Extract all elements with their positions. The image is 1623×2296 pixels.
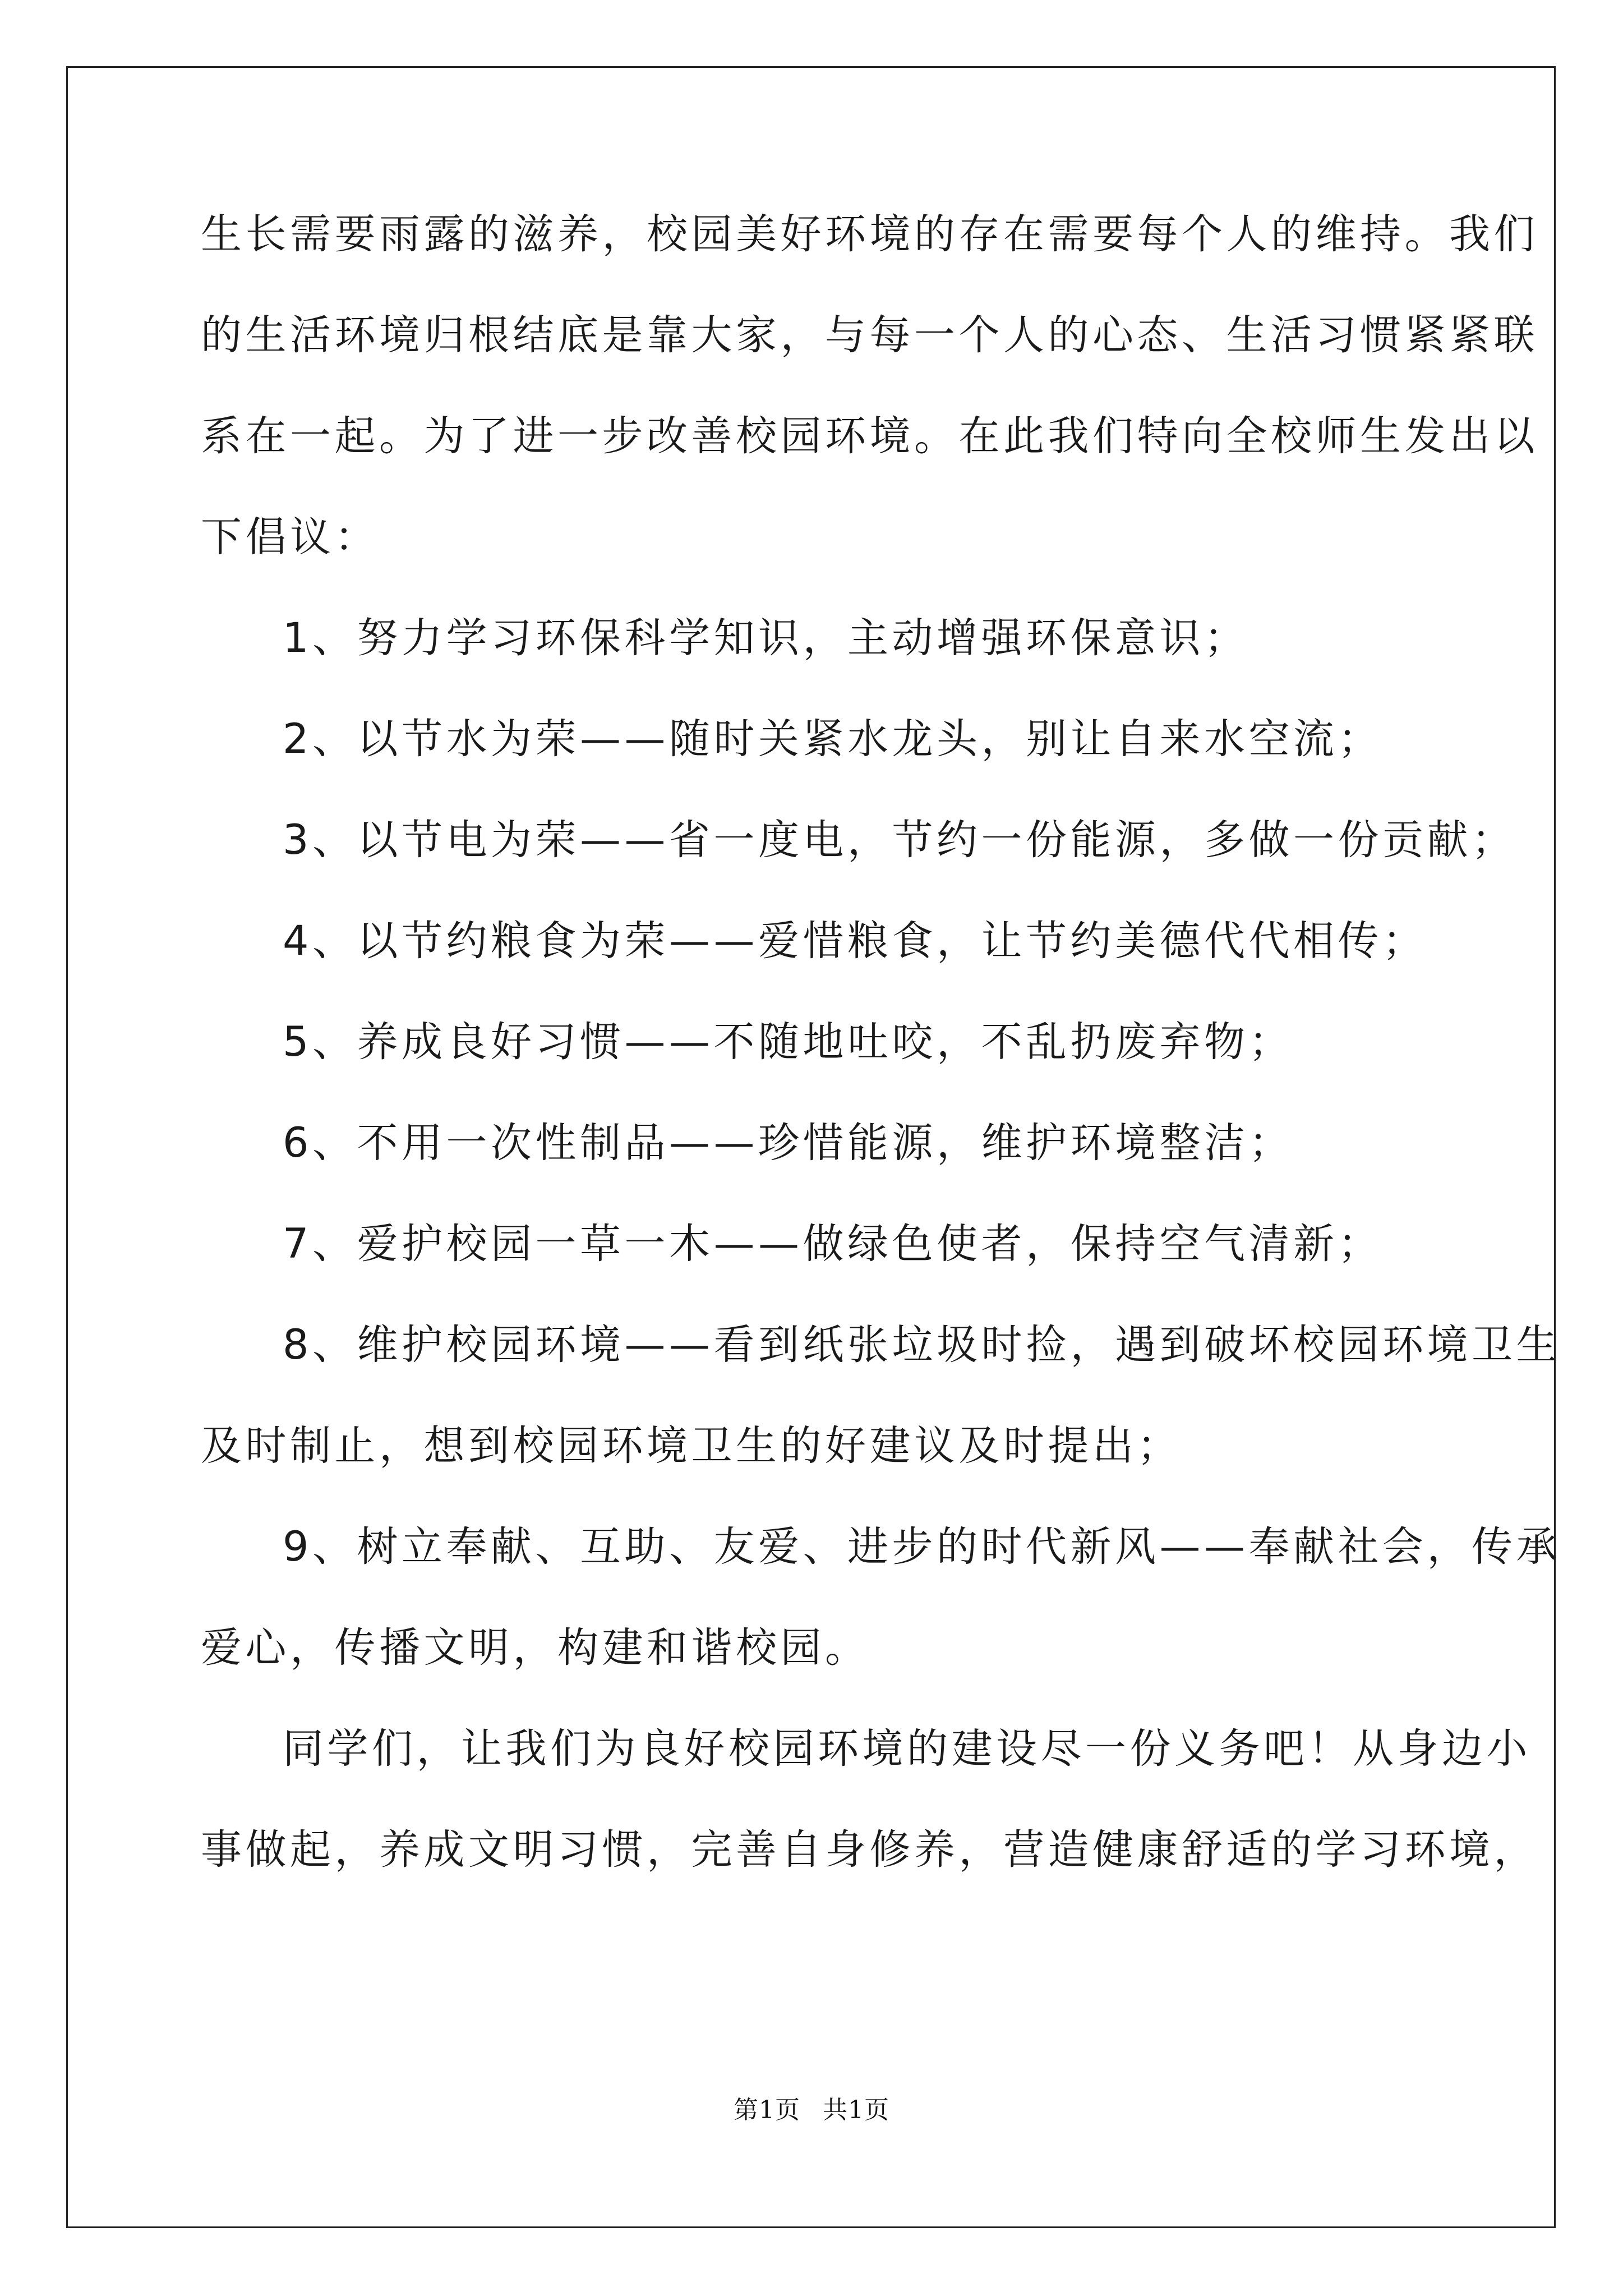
paragraph-line: 6、不用一次性制品——珍惜能源，维护环境整洁；	[283, 1119, 1293, 1167]
paragraph-line: 8、维护校园环境——看到纸张垃圾时捡，遇到破坏校园环境卫生	[283, 1321, 1561, 1369]
document-body	[201, 184, 1561, 1901]
paragraph-line: 3、以节电为荣——省一度电，节约一份能源，多做一份贡献；	[283, 816, 1516, 864]
page-footer	[0, 2090, 1623, 2125]
paragraph-line: 2、以节水为荣——随时关紧水龙头，别让自来水空流；	[283, 715, 1382, 763]
paragraph-line: 生长需要雨露的滋养，校园美好环境的存在需要每个人的维持。我们	[201, 210, 1538, 258]
paragraph-line: 4、以节约粮食为荣——爱惜粮食，让节约美德代代相传；	[283, 917, 1427, 965]
paragraph-line: 7、爱护校园一草一木——做绿色使者，保持空气清新；	[283, 1220, 1382, 1268]
paragraph-line: 5、养成良好习惯——不随地吐咬，不乱扔废弃物；	[283, 1018, 1293, 1066]
paragraph-line: 同学们，让我们为良好校园环境的建设尽一份义务吧！从身边小	[283, 1725, 1531, 1773]
paragraph-line: 爱心，传播文明，构建和谐校园。	[201, 1624, 870, 1672]
paragraph-line: 1、努力学习环保科学知识，主动增强环保意识；	[283, 614, 1249, 662]
paragraph-line: 的生活环境归根结底是靠大家，与每一个人的心态、生活习惯紧紧联	[201, 311, 1538, 359]
paragraph-line: 9、树立奉献、互助、友爱、进步的时代新风——奉献社会，传承	[283, 1523, 1561, 1571]
paragraph-line: 系在一起。为了进一步改善校园环境。在此我们特向全校师生发出以	[201, 412, 1538, 460]
paragraph-line: 及时制止，想到校园环境卫生的好建议及时提出；	[201, 1422, 1182, 1470]
page-number: 第1页	[734, 2096, 800, 2124]
paragraph-line: 下倡议：	[201, 513, 379, 561]
page-total: 共1页	[823, 2096, 889, 2124]
paragraph-line: 事做起，养成文明习惯，完善自身修养，营造健康舒适的学习环境，	[201, 1826, 1538, 1874]
